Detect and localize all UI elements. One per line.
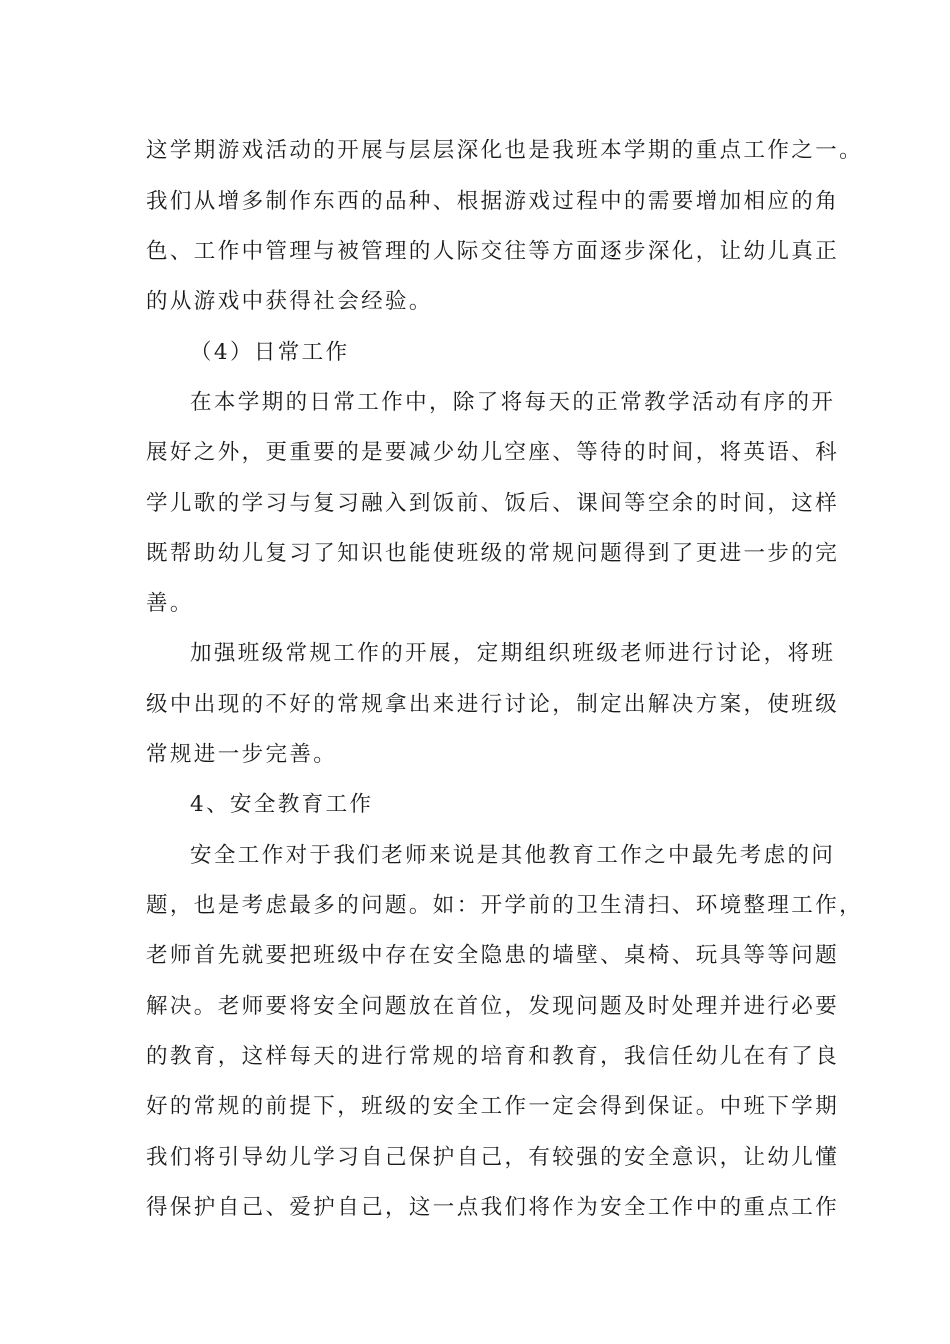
text-line-18: 解决。老师要将安全问题放在首位，发现问题及时处理并进行必要 — [146, 994, 840, 1019]
text-line-8: 学儿歌的学习与复习融入到饭前、饭后、课间等空余的时间，这样 — [146, 491, 840, 516]
text-line-12: 级中出现的不好的常规拿出来进行讨论，制定出解决方案，使班级 — [146, 692, 840, 717]
text-line-10: 善。 — [146, 591, 194, 616]
text-line-15: 安全工作对于我们老师来说是其他教育工作之中最先考虑的问 — [190, 843, 836, 868]
text-line-3: 色、工作中管理与被管理的人际交往等方面逐步深化，让幼儿真正 — [146, 239, 840, 264]
text-line-9: 既帮助幼儿复习了知识也能使班级的常规问题得到了更进一步的完 — [146, 541, 840, 566]
text-line-22: 得保护自己、爱护自己，这一点我们将作为安全工作中的重点工作 — [146, 1195, 840, 1220]
text-line-4: 的从游戏中获得社会经验。 — [146, 289, 433, 314]
text-line-2: 我们从增多制作东西的品种、根据游戏过程中的需要增加相应的角 — [146, 189, 840, 214]
section-heading-safety: 4、安全教育工作 — [190, 792, 374, 817]
section-heading-daily-work: （4）日常工作 — [190, 340, 350, 365]
text-line-17: 老师首先就要把班级中存在安全隐患的墙壁、桌椅、玩具等等问题 — [146, 943, 840, 968]
text-line-11: 加强班级常规工作的开展，定期组织班级老师进行讨论，将班 — [190, 641, 836, 666]
text-line-13: 常规进一步完善。 — [146, 742, 338, 767]
text-line-19: 的教育，这样每天的进行常规的培育和教育，我信任幼儿在有了良 — [146, 1044, 840, 1069]
text-line-1: 这学期游戏活动的开展与层层深化也是我班本学期的重点工作之一。 — [146, 138, 864, 163]
text-line-20: 好的常规的前提下，班级的安全工作一定会得到保证。中班下学期 — [146, 1094, 840, 1119]
text-line-7: 展好之外，更重要的是要减少幼儿空座、等待的时间，将英语、科 — [146, 440, 840, 465]
text-line-6: 在本学期的日常工作中，除了将每天的正常教学活动有序的开 — [190, 390, 836, 415]
text-line-21: 我们将引导幼儿学习自己保护自己，有较强的安全意识，让幼儿懂 — [146, 1145, 840, 1170]
text-line-16: 题，也是考虑最多的问题。如：开学前的卫生清扫、环境整理工作， — [146, 893, 864, 918]
